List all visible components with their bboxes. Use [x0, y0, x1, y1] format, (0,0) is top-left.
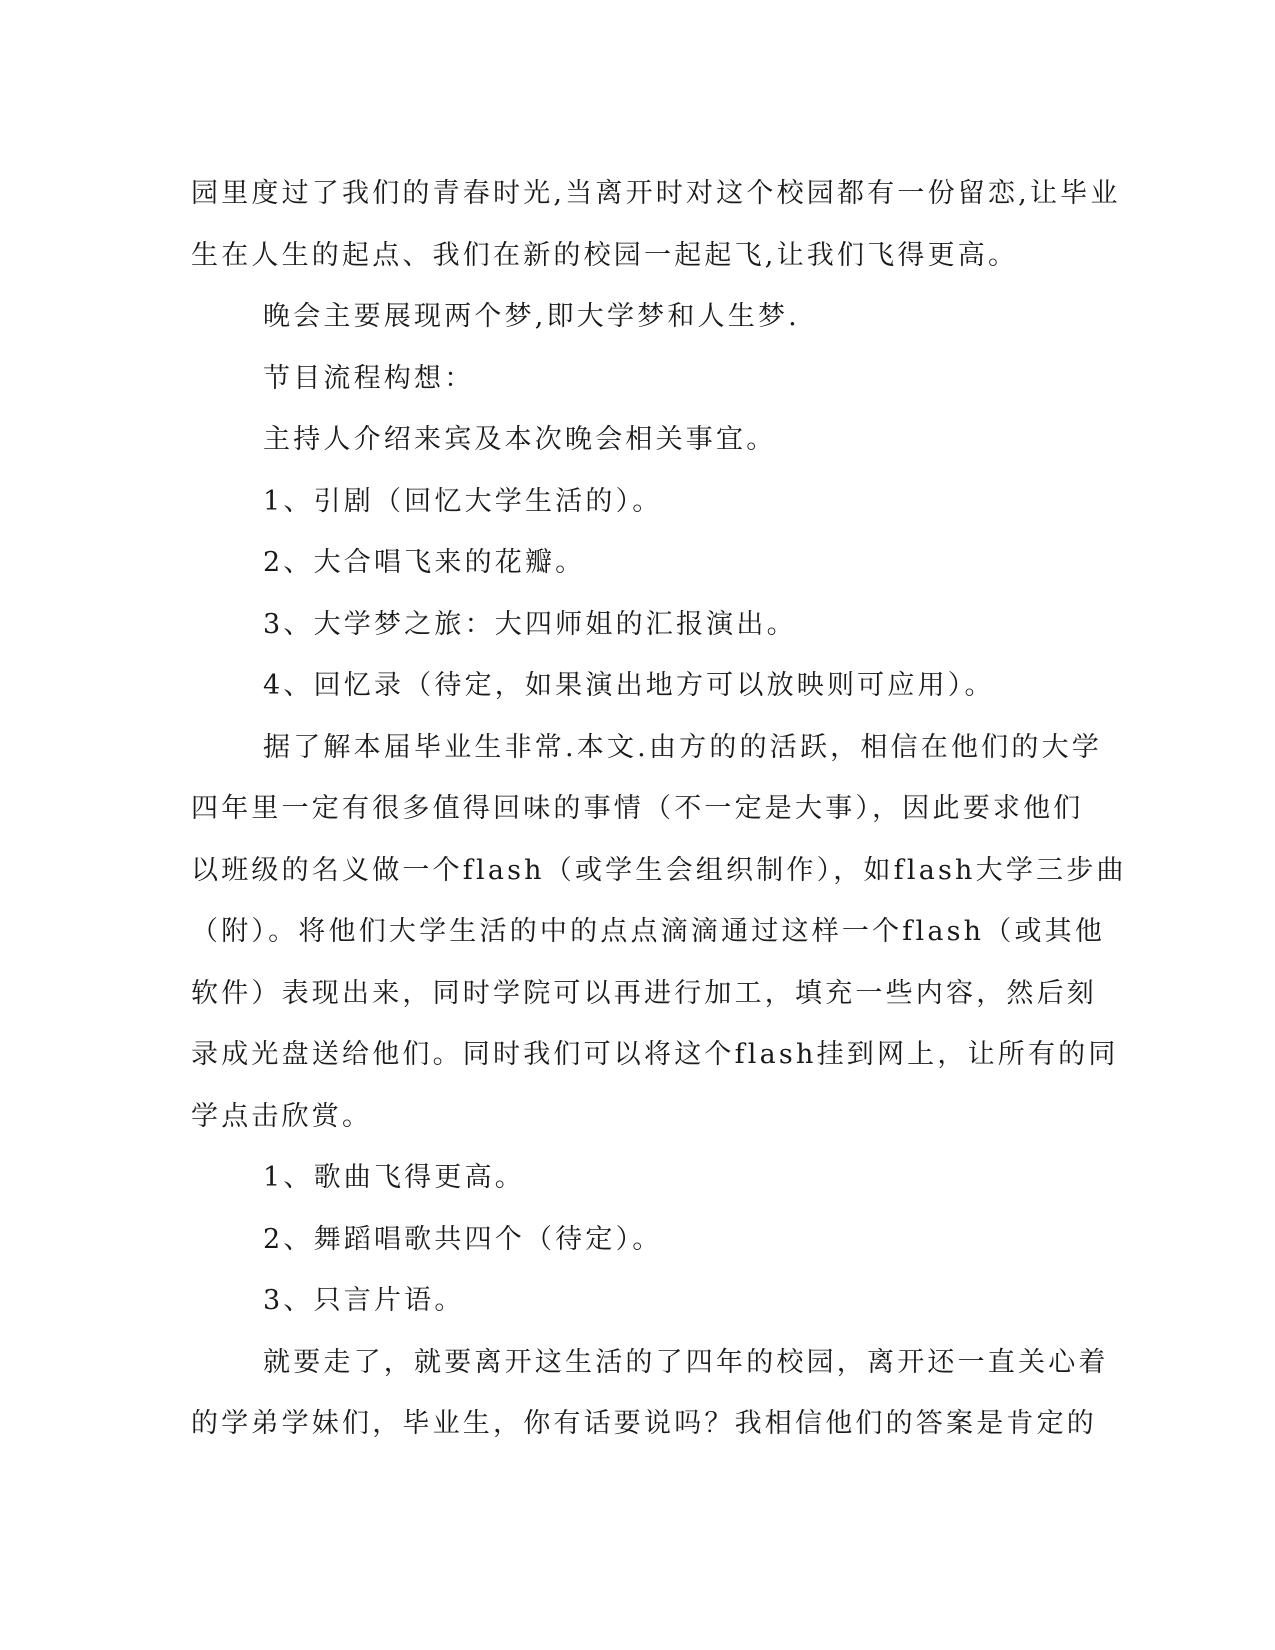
text-line: 园里度过了我们的青春时光,当离开时对这个校园都有一份留恋,让毕业	[191, 178, 1121, 209]
text-line: 以班级的名义做一个flash（或学生会组织制作），如flash大学三步曲	[191, 854, 1127, 886]
text-line: 3、大学梦之旅：大四师姐的汇报演出。	[263, 608, 797, 640]
text-line: 生在人生的起点、我们在新的校园一起起飞,让我们飞得更高。	[191, 239, 1019, 271]
text-line: 四年里一定有很多值得回味的事情（不一定是大事），因此要求他们	[191, 793, 1084, 824]
text-line: 2、舞蹈唱歌共四个（待定）。	[263, 1223, 663, 1255]
text-line: 学点击欣赏。	[191, 1100, 373, 1132]
text-line: 2、大合唱飞来的花瓣。	[263, 547, 586, 578]
text-line: （附）。将他们大学生活的中的点点滴滴通过这样一个flash（或其他	[191, 916, 1106, 947]
text-line: 3、只言片语。	[263, 1285, 465, 1316]
text-line: 据了解本届毕业生非常.本文.由方的的活跃，相信在他们的大学	[263, 731, 1102, 763]
text-line: 软件）表现出来，同时学院可以再进行加工，填充一些内容，然后刻	[191, 977, 1097, 1009]
text-line: 主持人介绍来宾及本次晚会相关事宜。	[263, 424, 777, 455]
document-body	[191, 163, 1127, 1455]
text-line: 的学弟学妹们，毕业生，你有话要说吗？我相信他们的答案是肯定的	[191, 1408, 1097, 1439]
text-line: 节目流程构想：	[263, 362, 475, 394]
text-line: 晚会主要展现两个梦,即大学梦和人生梦.	[263, 301, 800, 332]
text-line: 1、引剧（回忆大学生活的）。	[263, 485, 663, 517]
text-line: 就要走了，就要离开这生活的了四年的校园，离开还一直关心着	[263, 1346, 1109, 1378]
text-line: 4、回忆录（待定，如果演出地方可以放映则可应用）。	[263, 670, 995, 701]
text-line: 录成光盘送给他们。同时我们可以将这个flash挂到网上，让所有的同	[191, 1039, 1119, 1070]
text-line: 1、歌曲飞得更高。	[263, 1162, 525, 1193]
